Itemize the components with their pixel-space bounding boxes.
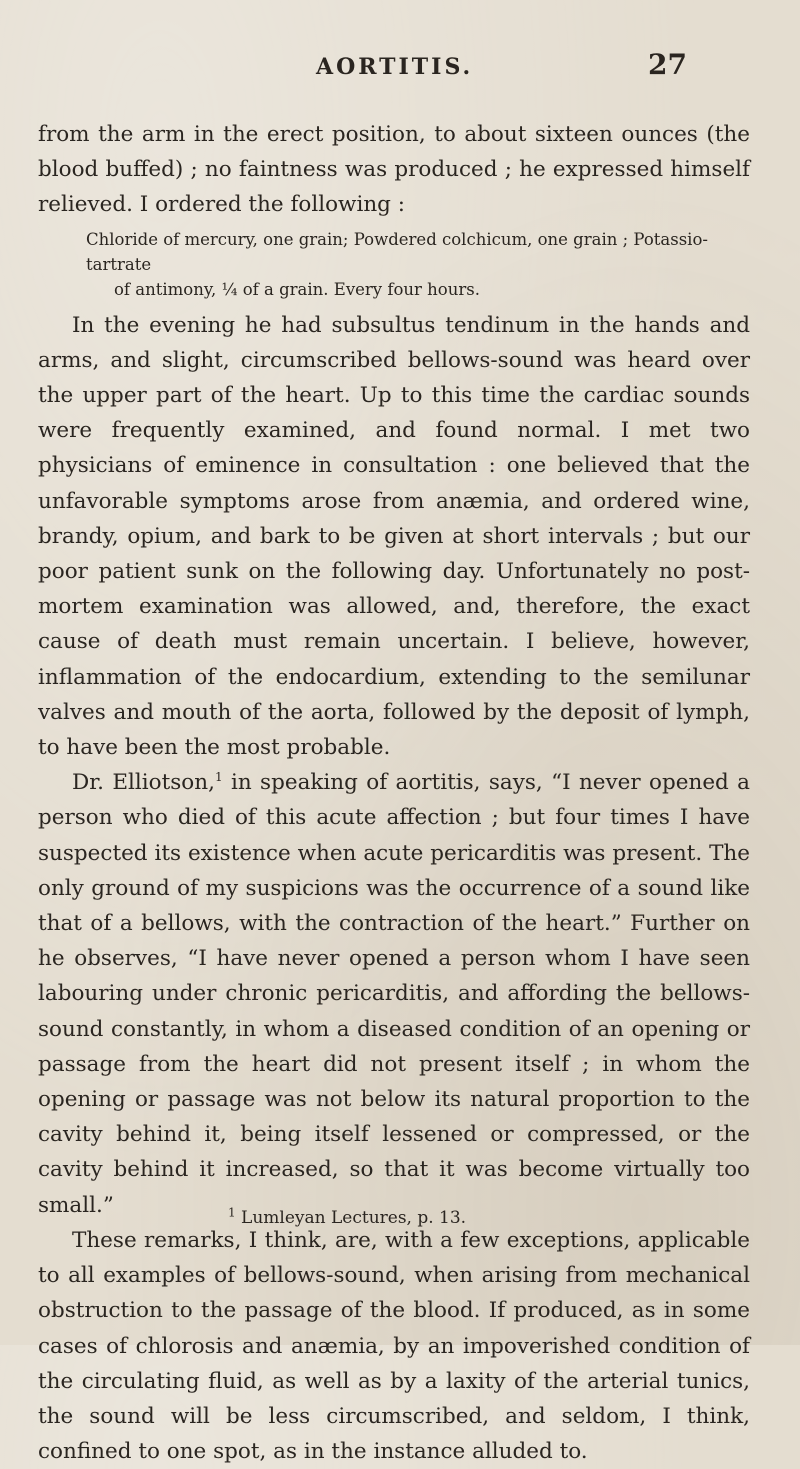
footnote-text: Lumleyan Lectures, p. 13. [241,1208,467,1228]
footnote-reference: 1 [214,770,223,785]
paragraph-3-rest: in speaking of aortitis, says, “I never opened a person who died of this acute affection ; but four times I have suspected its existence when acute pericarditis was present. The only ground of my suspicions was the occurrence of a sound like that of a bellows, with the contraction of the heart.” Further on he observes, “I have never opened a person whom I have seen labouring under chronic pericarditis, and affording the bellows-sound constantly, in whom a diseased condition of an opening or passage from the heart did not present itself ; in whom the opening or passage was not below its natural proportion to the cavity behind it, being itself lessened or compressed, or the cavity behind it increased, so that it was become virtually too small.” [38,770,751,1218]
footnote [228,1205,467,1228]
running-head [0,48,800,88]
paragraph-3-start: Dr. Elliotson, [72,770,215,796]
running-title: AORTITIS. [316,54,474,80]
footnote-marker: 1 [228,1205,236,1220]
body-text [38,117,750,1469]
prescription [38,227,750,302]
paragraph-1: from the arm in the erect position, to about sixteen ounces (the blood buffed) ; no faintness was produced ; he expressed himself relieved. I ordered the following : [38,122,750,218]
paragraph-2: In the evening he had subsultus tendinum in the hands and arms, and slight, circumscribed bellows-sound was heard over the upper part of the heart. Up to this time the cardiac sounds were frequently examined, and found normal. I met two physicians of eminence in consultation : one believed that the unfavorable symptoms arose from anæmia, and ordered wine, brandy, opium, and bark to be given at short intervals ; but our poor patient sunk on the following day. Unfortunately no post-mortem examination was allowed, and, therefore, the exact cause of death must remain uncertain. I believe, however, inflammation of the endocardium, extending to the semilunar valves and mouth of the aorta, followed by the deposit of lymph, to have been the most probable. [38,312,750,761]
prescription-line-1: Chloride of mercury, one grain; Powdered colchicum, one grain ; Potassio-tartrate [86,229,708,274]
prescription-line-2: of antimony, ¼ of a grain. Every four hours. [114,279,480,299]
paragraph-3 [38,765,750,1223]
page-number: 27 [648,48,687,81]
paragraph-4: These remarks, I think, are, with a few exceptions, applicable to all examples of bellows-sound, when arising from mechanical obstruction to the passage of the blood. If produced, as in some cases of chlorosis and anæmia, by an impoverished condition of the circulating fluid, as well as by a laxity of the arterial tunics, the sound will be less circumscribed, and seldom, I think, confined to one spot, as in the instance alluded to. [38,1227,750,1465]
